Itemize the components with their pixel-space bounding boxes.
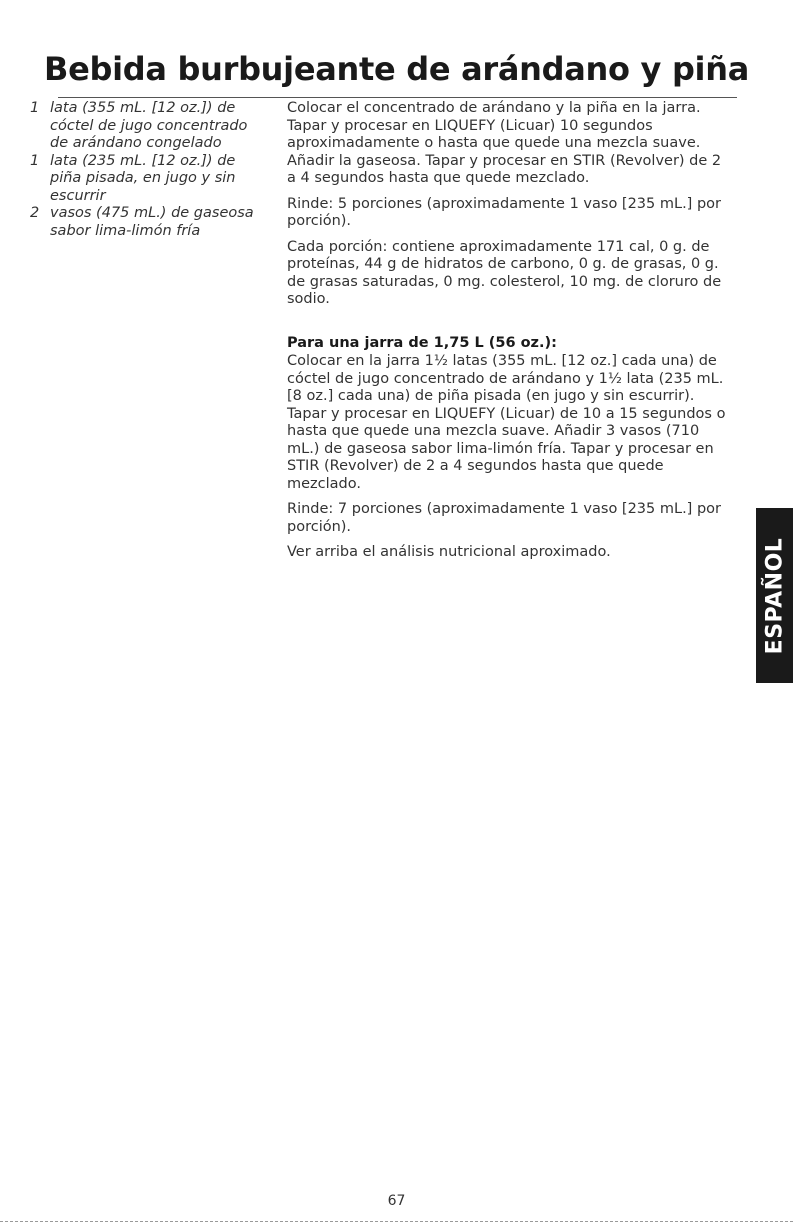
ingredient-item bbox=[30, 153, 280, 206]
nutrition-reference-paragraph: Ver arriba el análisis nutricional aproximado. bbox=[287, 544, 611, 560]
language-tab-label: ESPAÑOL bbox=[762, 537, 787, 654]
page-number: 67 bbox=[387, 1193, 406, 1209]
variation-paragraph: Colocar en la jarra 1½ latas (355 mL. [12 oz.] cada una) de cóctel de jugo concentrado de arándano y 1½ lata (235 mL. [8 oz.] cada una) de piña pisada (en jugo y sin escurrir). Tapar y procesar en LIQUEFY (Licuar) de 10 a 15 segundos o hasta que quede una mezcla suave. Añadir 3 vasos (710 mL.) de gaseosa sabor lima-limón fría. Tapar y procesar en STIR (Revolver) de 2 a 4 segundos hasta que quede mezclado. bbox=[287, 353, 726, 492]
instruction-paragraph: Colocar el concentrado de arándano y la piña en la jarra. Tapar y procesar en LIQUEFY (Licuar) 10 segundos aproximadamente o hasta que quede una mezcla suave. Añadir la gaseosa. Tapar y procesar en STIR (Revolver) de 2 a 4 segundos hasta que quede mezclado. bbox=[287, 100, 722, 186]
language-tab bbox=[756, 508, 793, 683]
ingredient-list bbox=[30, 100, 280, 240]
variation-yield-paragraph: Rinde: 7 porciones (aproximadamente 1 vaso [235 mL.] por porción). bbox=[287, 501, 721, 535]
title-divider bbox=[58, 97, 737, 98]
page-title: Bebida burbujeante de arándano y piña bbox=[43, 50, 749, 88]
ingredient-item bbox=[30, 100, 280, 153]
nutrition-paragraph: Cada porción: contiene aproximadamente 171 cal, 0 g. de proteínas, 44 g de hidratos de carbono, 0 g. de grasas, 0 g. de grasas saturadas, 0 mg. colesterol, 10 mg. de cloruro de sodio. bbox=[287, 238, 722, 307]
variation-heading: Para una jarra de 1,75 L (56 oz.): bbox=[287, 334, 557, 351]
ingredient-quantity: 1 bbox=[30, 100, 40, 116]
ingredient-quantity: 2 bbox=[30, 205, 40, 221]
recipe-instructions bbox=[287, 100, 727, 570]
ingredient-text: vasos (475 mL.) de gaseosa sabor lima-limón fría bbox=[50, 205, 254, 239]
ingredient-text: lata (235 mL. [12 oz.]) de piña pisada, en jugo y sin escurrir bbox=[50, 152, 236, 204]
bottom-divider bbox=[0, 1221, 793, 1222]
ingredient-text: lata (355 mL. [12 oz.]) de cóctel de jugo concentrado de arándano congelado bbox=[50, 100, 248, 151]
ingredient-quantity: 1 bbox=[30, 152, 40, 169]
ingredient-item bbox=[30, 205, 280, 240]
yield-paragraph: Rinde: 5 porciones (aproximadamente 1 vaso [235 mL.] por porción). bbox=[287, 195, 721, 229]
